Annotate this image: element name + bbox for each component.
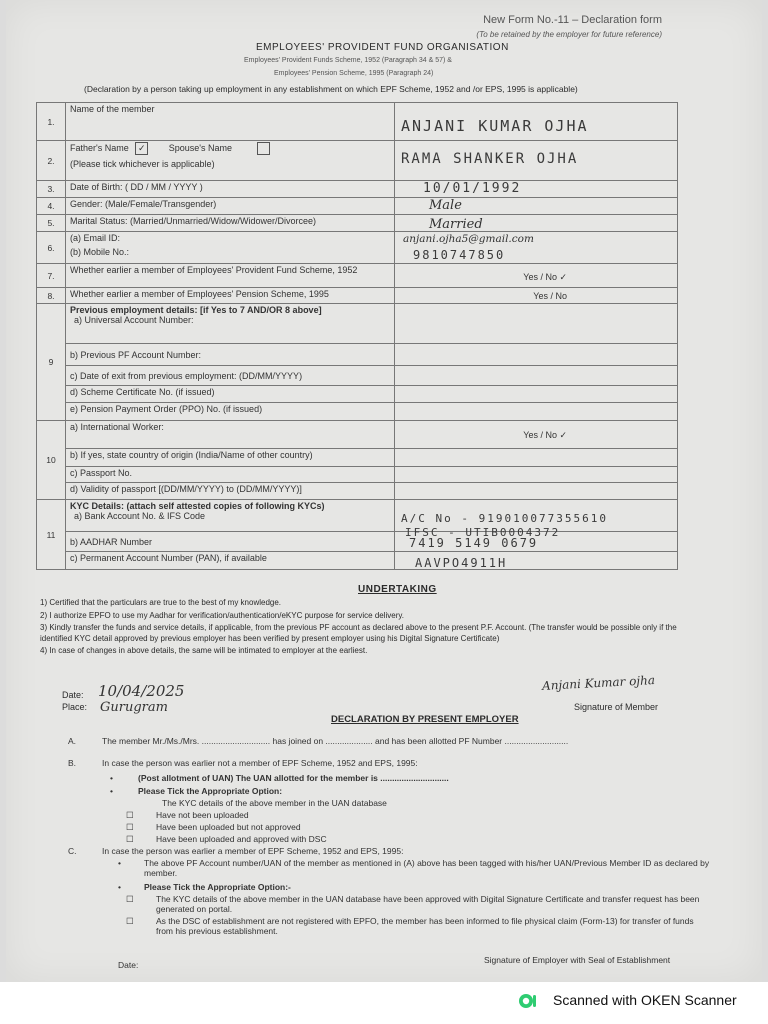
undertaking-title: UNDERTAKING [358,584,437,595]
row-number: 10 [37,421,66,500]
row-number: 1. [37,103,66,141]
scheme-cert-label: d) Scheme Certificate No. (if issued) [66,386,395,403]
scheme-line-1: Employees' Provident Funds Scheme, 1952 (Paragraph 34 & 57) & [244,57,452,64]
option-not-uploaded: Have not been uploaded [156,810,249,820]
section-a-label: A. [68,736,77,746]
exit-date-label: c) Date of exit from previous employment: (DD/MM/YYYY) [66,366,395,386]
place-label: Place: [62,702,88,712]
tick-option-heading: Please Tick the Appropriate Option: [138,786,283,796]
table-row [37,264,678,288]
mobile-value: 9810747850 [413,248,506,262]
employer-declaration-title: DECLARATION BY PRESENT EMPLOYER [331,714,519,725]
undertaking-item: 4) In case of changes in above details, the same will be intimated to employer at the earliest. [40,646,368,655]
passport-value[interactable] [395,467,678,483]
bank-account-label: a) Bank Account No. & IFS Code [74,511,206,521]
row-label: Whether earlier a member of Employees' Provident Fund Scheme, 1952 [66,264,395,288]
passport-validity-label: d) Validity of passport [(DD/MM/YYYY) to (DD/MM/YYYY)] [66,483,395,500]
table-row [37,344,678,366]
prev-pf-value[interactable] [395,344,678,366]
checkbox-icon[interactable]: ☐ [126,894,134,904]
row-number: 8. [37,288,66,304]
table-row [37,386,678,403]
table-row [37,288,678,304]
aadhar-label: b) AADHAR Number [66,532,395,552]
pan-value: AAVPO4911H [415,556,508,570]
row-label: Gender: (Male/Female/Transgender) [66,198,395,215]
email-label: (a) Email ID: [70,233,121,243]
table-row [37,141,678,181]
bullet-icon: • [110,773,113,783]
bullet-icon: • [118,882,121,892]
passport-label: c) Passport No. [66,467,395,483]
table-row [37,421,678,449]
table-row [37,103,678,141]
aadhar-value: 7419 5149 0679 [409,536,539,550]
table-row [37,366,678,386]
spouse-checkbox[interactable] [257,142,270,155]
table-row [37,532,678,552]
kyc-text: The KYC details of the above member in the UAN database [162,798,387,808]
prev-employment-heading: Previous employment details: [if Yes to 7 AND/OR 8 above] [70,305,322,315]
undertaking-item: 3) Kindly transfer the funds and service details, if applicable, from the previous PF account as declared above to the present P.F. Account. (The transfer would be possible only if the identified KYC detail approved by previous employer has been verified by present employer using his Digital Signature Certificate) [40,623,677,643]
intl-worker-yes-no: Yes / No ✓ [523,430,567,440]
table-row [37,403,678,421]
ppo-label: e) Pension Payment Order (PPO) No. (if issued) [66,403,395,421]
mobile-label: (b) Mobile No.: [70,247,130,257]
uan-allotted-text [138,773,449,783]
undertaking-item: 2) I authorize EPFO to use my Aadhar for verification/authentication/eKYC purpose for service delivery. [40,610,405,620]
bank-account-value: A/C No - 919010077355610 [401,512,608,525]
row-number: 7. [37,264,66,288]
section-a-text: The member Mr./Ms./Mrs. ............................. has joined on .................... and has been allotted PF Number ........................... [102,736,569,746]
tick-note: (Please tick whichever is applicable) [70,159,215,169]
member-details-table [36,102,678,570]
exit-date-value[interactable] [395,366,678,386]
scanner-watermark-text: Scanned with OKEN Scanner [553,992,737,1008]
row-number: 11 [37,500,66,570]
table-row [37,232,678,264]
scheme-line-2: Employees' Pension Scheme, 1995 (Paragraph 24) [274,70,434,77]
eps-member-yes-no: Yes / No [533,291,567,301]
row-number: 6. [37,232,66,264]
signature-label: Signature of Member [574,702,659,712]
bullet-icon: • [118,858,121,868]
table-row [37,215,678,232]
scheme-cert-value[interactable] [395,386,678,403]
ifsc-value: IFSC - UTIB0004372 [405,526,561,539]
country-origin-value[interactable] [395,449,678,467]
table-row [37,552,678,570]
father-checkbox[interactable]: ✓ [135,142,148,155]
uan-label: a) Universal Account Number: [74,315,194,325]
passport-validity-value[interactable] [395,483,678,500]
table-row [37,449,678,467]
place-value: Gurugram [100,700,168,715]
tagged-text: The above PF Account number/UAN of the member as mentioned in (A) above has been tagged with his/her UAN/Previous Member ID as declared by member. [144,858,710,878]
dob-value: 10/01/1992 [423,181,522,196]
undertaking-item: 1) Certified that the particulars are true to the best of my knowledge. [40,598,282,607]
country-origin-label: b) If yes, state country of origin (India/Name of other country) [66,449,395,467]
uan-allotted-line: (Post allotment of UAN) The UAN allotted for the member is ............................. [138,773,449,783]
bullet-icon: • [110,786,113,796]
row-label: Name of the member [66,103,395,141]
uan-value[interactable] [395,304,678,344]
table-row [37,304,678,344]
form-number: New Form No.-11 – Declaration form [483,14,662,26]
member-name-value: ANJANI KUMAR OJHA [401,117,589,135]
employer-signature-label: Signature of Employer with Seal of Establishment [484,955,671,965]
prev-pf-label: b) Previous PF Account Number: [66,344,395,366]
row-label: Whether earlier a member of Employees' Pension Scheme, 1995 [66,288,395,304]
checkbox-icon[interactable]: ☐ [126,810,134,820]
member-signature: Anjani Kumar ojha [541,673,656,693]
row-number: 5. [37,215,66,232]
spouse-name-label: Spouse's Name [168,142,233,153]
row-number: 4. [37,198,66,215]
org-title: EMPLOYEES' PROVIDENT FUND ORGANISATION [256,42,509,53]
row-label: Date of Birth: ( DD / MM / YYYY ) [66,181,395,198]
kyc-heading: KYC Details: (attach self attested copies of following KYCs) [70,501,325,511]
email-value: anjani.ojha5@gmail.com [403,233,534,245]
checkbox-icon[interactable]: ☐ [126,834,134,844]
option-approved-dsc: Have been uploaded and approved with DSC [156,834,327,844]
marital-value: Married [429,217,483,232]
date-label: Date: [62,690,84,700]
row-number: 2. [37,141,66,181]
employer-date-label: Date: [118,960,139,970]
row-number: 9 [37,304,66,421]
date-value: 10/04/2025 [98,682,185,700]
row-label: Marital Status: (Married/Unmarried/Widow/Widower/Divorcee) [66,215,395,232]
father-name-value: RAMA SHANKER OJHA [401,151,579,167]
row-number: 3. [37,181,66,198]
retain-note: (To be retained by the employer for future reference) [476,30,662,39]
table-row [37,198,678,215]
checkbox-icon[interactable]: ☐ [126,916,134,926]
section-c-text: In case the person was earlier a member of EPF Scheme, 1952 and EPS, 1995: [102,846,404,856]
table-row [37,500,678,532]
undertaking-list [40,598,700,659]
gender-value: Male [429,198,462,213]
document-page [6,0,762,982]
checkbox-icon[interactable]: ☐ [126,822,134,832]
scanner-logo-icon [518,992,538,1010]
intl-worker-label: a) International Worker: [66,421,395,449]
pan-label: c) Permanent Account Number (PAN), if available [66,552,395,570]
epf-member-yes-no: Yes / No ✓ [523,272,567,282]
tick-option-heading-c: Please Tick the Appropriate Option:- [144,882,291,892]
option-dsc-not-registered: As the DSC of establishment are not registered with EPFO, the member has been informed to file physical claim (Form-13) for transfer of funds from his previous establishment. [156,916,694,936]
father-name-label: Father's Name [70,142,129,153]
table-row [37,483,678,500]
table-row [37,467,678,483]
ppo-value[interactable] [395,403,678,421]
section-b-text: In case the person was earlier not a member of EPF Scheme, 1952 and EPS, 1995: [102,758,418,768]
option-kyc-approved: The KYC details of the above member in the UAN database have been approved with Digital Signature Certificate and transfer request has been generated on portal. [156,894,700,914]
option-uploaded-not-approved: Have been uploaded but not approved [156,822,301,832]
table-row [37,181,678,198]
section-c-label: C. [68,846,77,856]
declaration-note: (Declaration by a person taking up employment in any establishment on which EPF Scheme, 1952 and /or EPS, 1995 is applicable) [84,84,578,94]
section-b-label: B. [68,758,77,768]
